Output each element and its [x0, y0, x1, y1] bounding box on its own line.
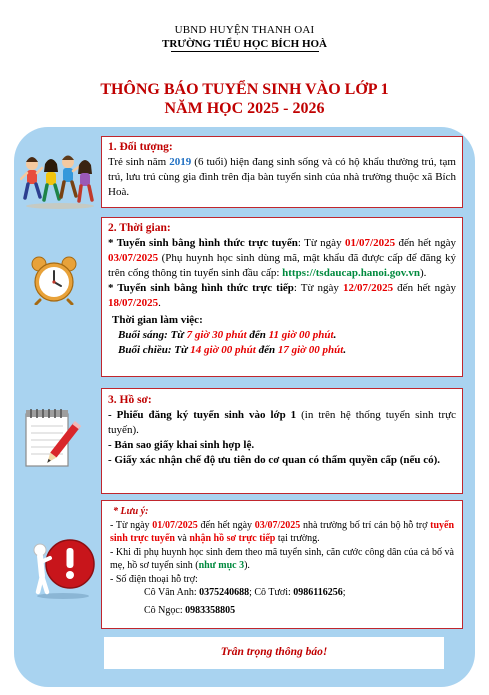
morning-to: 11 giờ 00 phút [268, 329, 334, 341]
note-1-online-support: tuyển sinh trực tuyến [110, 519, 455, 544]
direct-label: * Tuyển sinh bằng hình thức trực tiếp [108, 282, 294, 294]
note-1-from-date: 01/07/2025 [152, 519, 198, 531]
note-2-text-1: - Khi đi phụ huynh học sinh đem theo mã tuyển sinh, căn cước công dân của cả bố và mẹ, hồ sơ tuyển sinh ( [110, 546, 454, 571]
online-from-date: 01/07/2025 [344, 237, 396, 249]
document-item-1-rest: (in trên hệ thống tuyển sinh trực tuyến). [108, 409, 456, 436]
closing-text: Trân trọng thông báo! [220, 646, 328, 658]
child-figure-3 [61, 156, 80, 198]
birth-year: 2019 [169, 156, 192, 168]
child-figure-2 [44, 159, 59, 200]
section-1-text-rest: (6 tuổi) hiện đang sinh sống và có hộ khẩu thường trú, tạm trú, lưu trú cùng gia đình trên địa bàn tuyển sinh của nhà trường thuộc xã Bích Hoà. [108, 156, 456, 198]
note-title: * Lưu ý: [113, 506, 149, 517]
section-documents [101, 388, 463, 494]
afternoon-from: 14 giờ 00 phút [190, 344, 256, 356]
phone-row-2 [110, 604, 454, 618]
contact-name-ngoc: Cô Ngọc: [144, 604, 186, 616]
section-target-students [101, 136, 463, 208]
notepad-pencil-icon [22, 408, 84, 472]
section-notes [101, 500, 463, 629]
online-label: * Tuyển sinh bằng hình thức trực tuyến [108, 237, 298, 249]
school-underline [171, 51, 319, 52]
note-item-3: - Số điện thoại hỗ trợ: [110, 573, 198, 585]
note-2-reference: như mục 3 [198, 560, 245, 571]
note-1-text-5: tại trường. [275, 533, 320, 544]
note-1-text-2: đến hết ngày [197, 519, 255, 531]
online-to-date: 03/07/2025 [108, 252, 159, 264]
online-text-4: ). [420, 267, 427, 279]
title-line-1: THÔNG BÁO TUYỂN SINH VÀO LỚP 1 [100, 81, 389, 98]
school-name: TRƯỜNG TIỂU HỌC BÍCH HOÀ [161, 38, 328, 50]
section-schedule [101, 217, 463, 377]
document-title [0, 80, 489, 118]
note-1-text-4: và [174, 533, 190, 544]
phone-tuoi[interactable]: 0986116256 [293, 587, 343, 598]
direct-to-date: 18/07/2025 [108, 297, 159, 309]
alarm-clock-icon [28, 255, 80, 305]
morning-mid: đến [246, 329, 269, 341]
section-1-text [108, 155, 456, 200]
document-item-3: - Giấy xác nhận chế độ ưu tiên do cơ quan có thẩm quyền cấp (nếu có). [108, 454, 441, 466]
phone-ngoc[interactable]: 0983358805 [185, 604, 236, 616]
note-item-1 [110, 519, 454, 546]
note-1-to-date: 03/07/2025 [254, 519, 301, 531]
morning-from: 7 giờ 30 phút [186, 329, 247, 341]
phone-row-1 [110, 586, 454, 600]
online-text-3: (Phụ huynh học sinh dùng mã, mật khẩu đã được cấp để đăng ký trên cổng thông tin tuyển sinh đầu cấp: [108, 252, 456, 279]
morning-label: Buổi sáng: Từ [118, 329, 187, 341]
closing-box [104, 637, 444, 669]
afternoon-hours [108, 343, 456, 358]
document-item-2: - Bản sao giấy khai sinh hợp lệ. [108, 439, 255, 451]
note-1-text-1: - Từ ngày [110, 519, 153, 531]
children-illustration [20, 148, 98, 212]
direct-text-1: : Từ ngày [293, 282, 343, 294]
exclamation-figure-icon [30, 528, 96, 600]
note-item-2 [110, 546, 454, 573]
online-text-1: : Từ ngày [297, 237, 345, 249]
direct-text-2: đến hết ngày [393, 282, 457, 294]
document-item-1 [108, 408, 456, 438]
title-line-2: NĂM HỌC 2025 - 2026 [164, 100, 325, 117]
document-item-1-bold: - Phiếu đăng ký tuyển sinh vào lớp 1 [108, 409, 297, 421]
phone-van-anh[interactable]: 0375240688 [199, 587, 250, 598]
afternoon-mid: đến [255, 344, 278, 356]
direct-text-3: . [158, 297, 161, 309]
afternoon-to: 17 giờ 00 phút [277, 344, 344, 356]
section-2-heading: 2. Thời gian: [108, 222, 171, 234]
phone-row-1-end: ; [342, 587, 346, 598]
working-hours-title: Thời gian làm việc: [112, 314, 203, 326]
contact-name-tuoi: ; Cô Tươi: [249, 587, 294, 598]
section-1-heading: 1. Đối tượng: [108, 141, 173, 153]
note-2-text-2: ). [244, 560, 250, 571]
note-1-direct-support: nhận hồ sơ trực tiếp [189, 533, 276, 544]
section-3-heading: 3. Hồ sơ: [108, 394, 152, 406]
enrollment-portal-link[interactable]: https://tsdaucap.hanoi.gov.vn [282, 267, 420, 279]
afternoon-end: . [343, 344, 347, 356]
morning-hours [108, 328, 456, 343]
section-1-text-start: Trẻ sinh năm [108, 156, 170, 168]
child-figure-4 [78, 160, 92, 201]
afternoon-label: Buổi chiều: Từ [118, 344, 191, 356]
organization-name: UBND HUYỆN THANH OAI [174, 24, 315, 36]
online-text-2: đến hết ngày [395, 237, 456, 249]
contact-name-van-anh: Cô Vân Anh: [144, 587, 200, 598]
morning-end: . [333, 329, 337, 341]
direct-from-date: 12/07/2025 [343, 282, 394, 294]
direct-enrollment-text [108, 281, 456, 311]
document-header [0, 24, 489, 52]
child-figure-1 [21, 157, 42, 198]
note-1-text-3: nhà trường bố trí cán bộ hỗ trợ [300, 519, 431, 531]
online-enrollment-text [108, 236, 456, 281]
